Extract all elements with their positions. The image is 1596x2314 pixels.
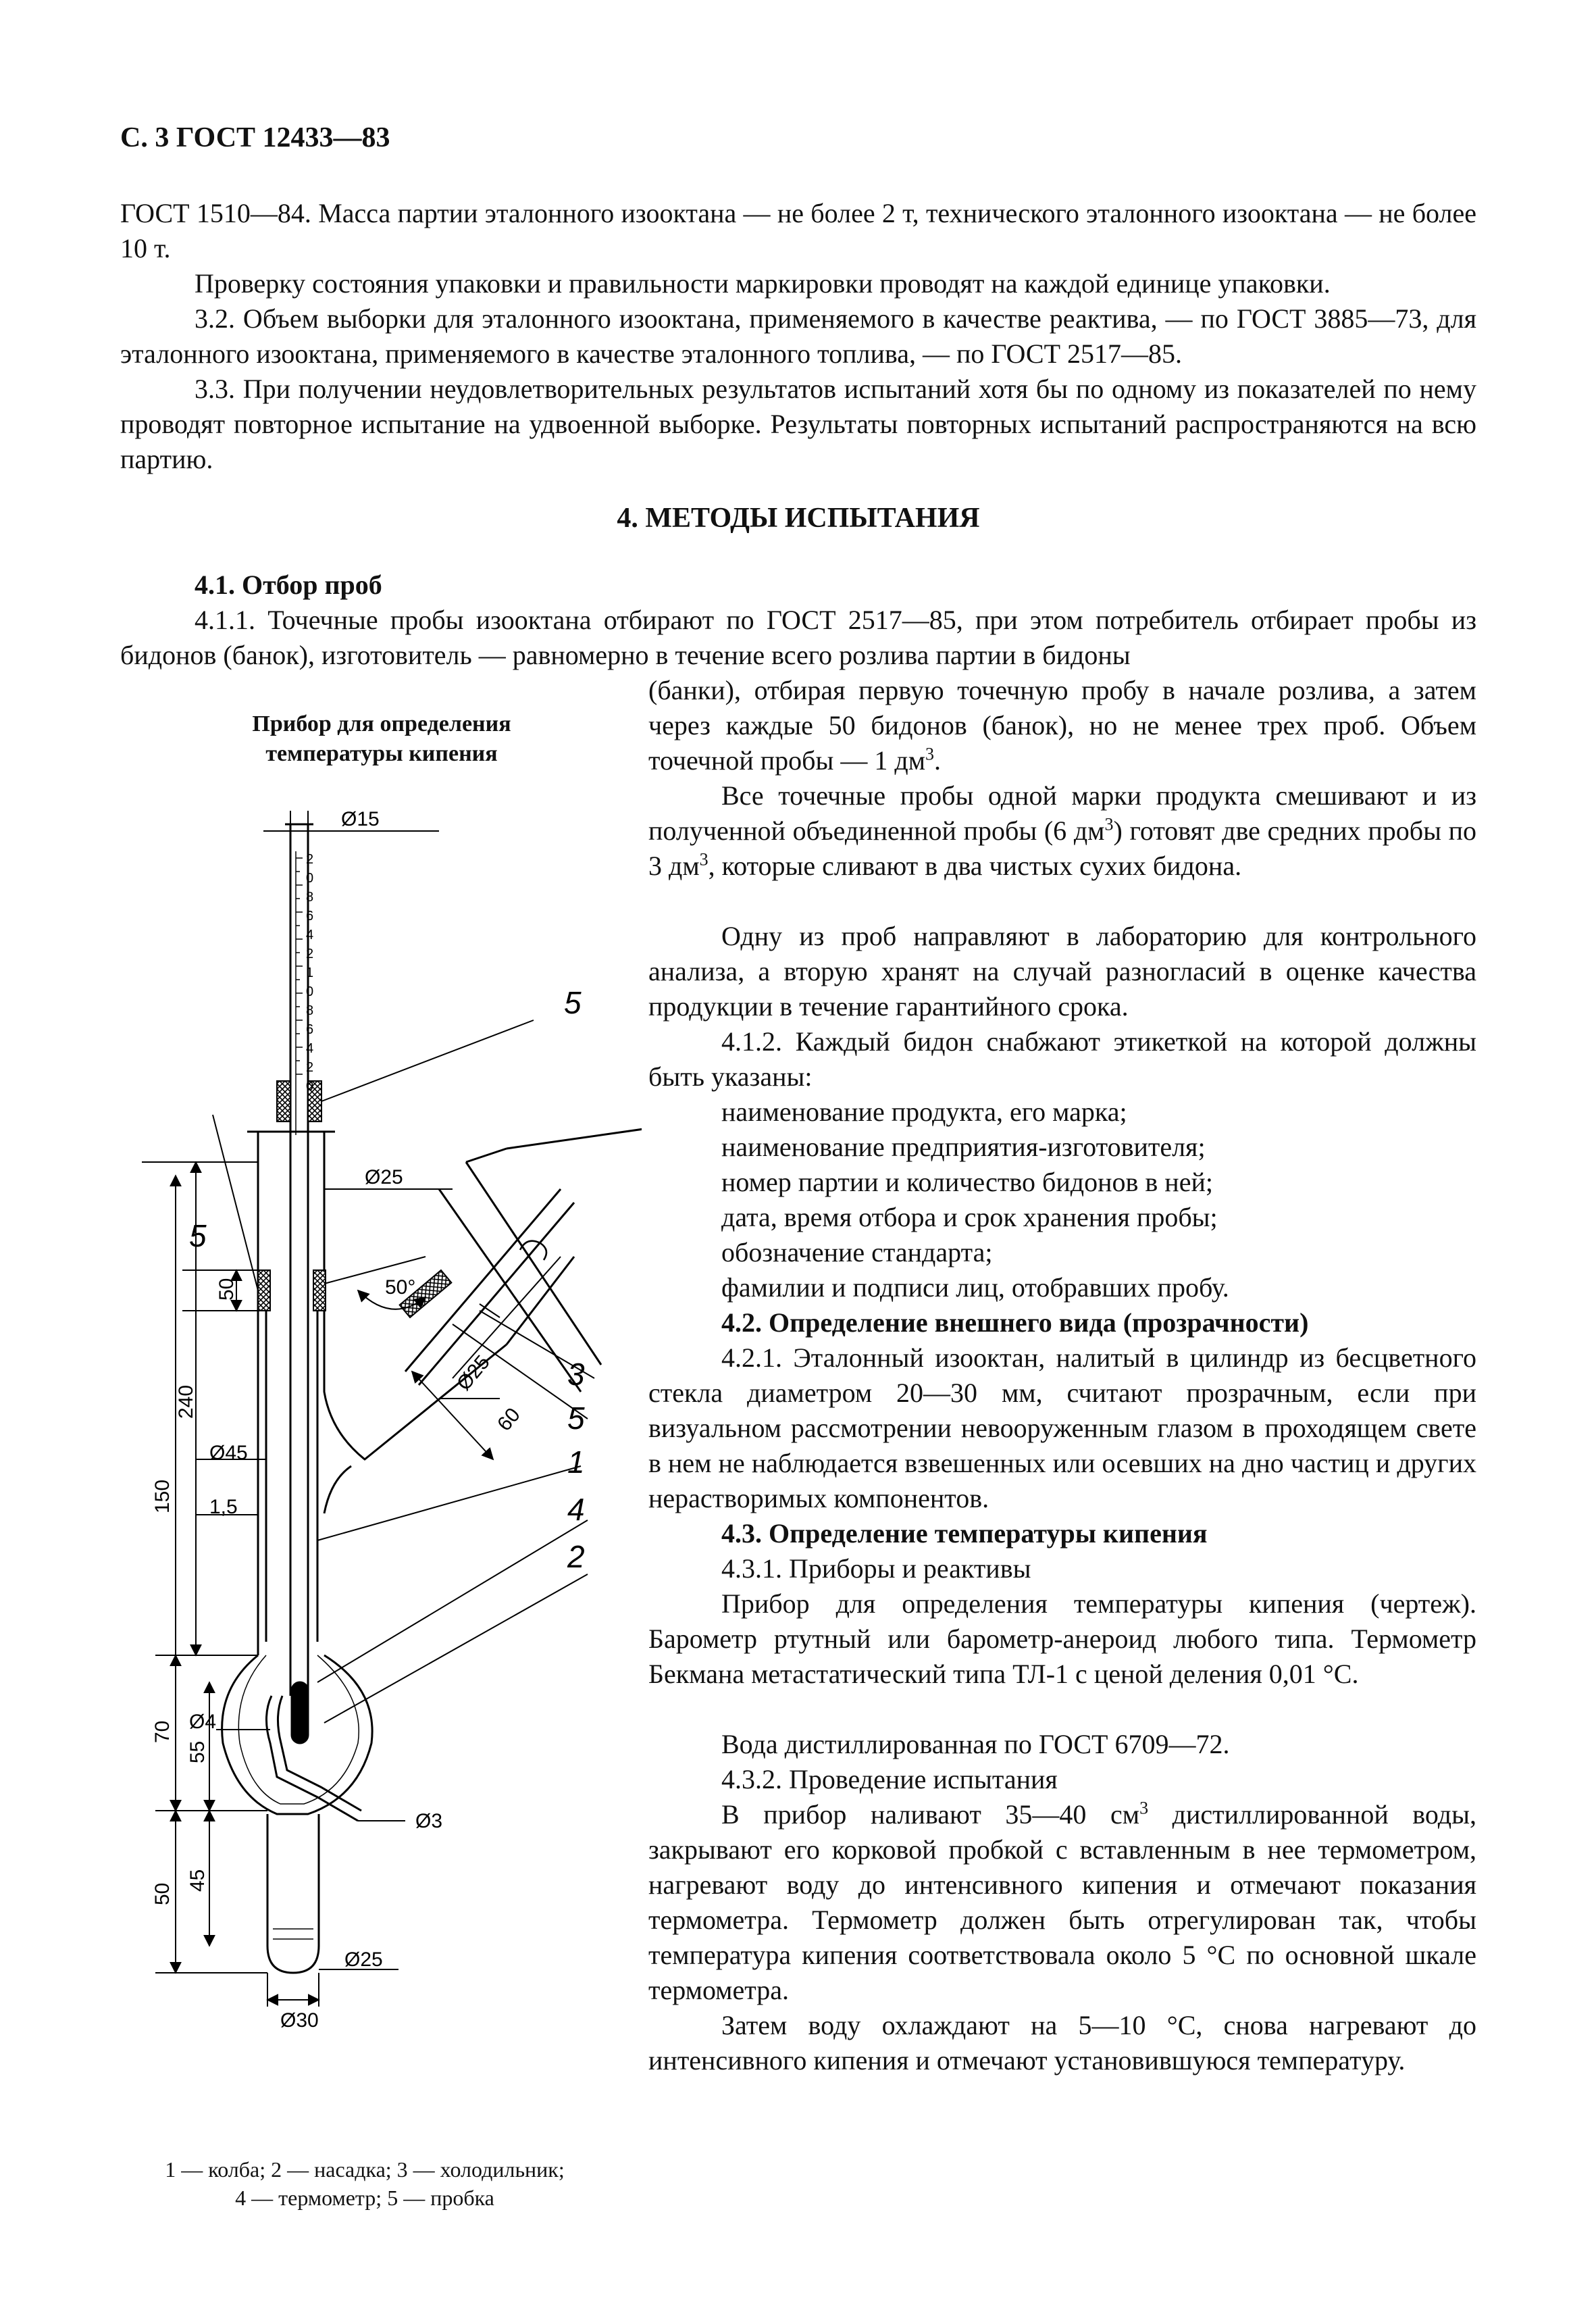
stopper-mid-left bbox=[258, 1270, 270, 1311]
lower-tube-bottom bbox=[267, 1946, 319, 1973]
paragraph-lab: Одну из проб направляют в лабораторию для контрольного анализа, а вторую хранят на случай разногласий в оценке качества продукции в течение гарантийного срока. bbox=[648, 921, 1476, 1022]
leader-4 bbox=[317, 1520, 588, 1682]
dim-50-bottom: 50 bbox=[151, 1882, 174, 1905]
dim-d45: Ø45 bbox=[209, 1442, 248, 1464]
leader-5-left bbox=[213, 1115, 258, 1290]
page-header: С. 3 ГОСТ 12433—83 bbox=[120, 122, 390, 153]
list-item: дата, время отбора и срок хранения пробы; bbox=[721, 1202, 1218, 1232]
scale-digit: 4 bbox=[306, 928, 314, 942]
leader-1 bbox=[317, 1466, 581, 1540]
section-title: 4. МЕТОДЫ ИСПЫТАНИЯ bbox=[617, 503, 980, 534]
superscript-3: 3 bbox=[1139, 1798, 1149, 1818]
paragraph-4-3-2: 4.3.2. Проведение испытания bbox=[721, 1764, 1058, 1794]
dim-50-stopper: 50 bbox=[215, 1278, 238, 1301]
leader-5-top bbox=[321, 1020, 534, 1101]
callout-5-left: 5 bbox=[189, 1218, 207, 1253]
paragraph-4-2-1: 4.2.1. Эталонный изооктан, налитый в цилиндр из бесцветного стекла диаметром 20—30 мм, считают прозрачным, если при визуальном рассмотрении невооруженным глазом в проходящем свете в нем не наблюдается взвешенных или осевших на дно частиц и других нерастворимых компонентов. bbox=[648, 1342, 1476, 1513]
paragraph-cooling: Затем воду охлаждают на 5—10 °С, снова нагревают до интенсивного кипения и отмечают установившуюся температуру. bbox=[648, 2010, 1476, 2076]
scale-digit: 1 bbox=[306, 965, 314, 980]
paragraph-4-1-1-cont bbox=[648, 673, 1476, 778]
dim-d3: Ø3 bbox=[415, 1810, 443, 1832]
thermometer-bulb bbox=[292, 1682, 308, 1743]
label-items-list bbox=[721, 1095, 1476, 1305]
thermometer-scale bbox=[296, 858, 303, 1074]
paragraph-3-3: 3.3. При получении неудовлетворительных результатов испытаний хотя бы по одному из показателей по нему проводят повторное испытание на удвоенной выборке. Результаты повторных испытаний распространяются на всю партию. bbox=[120, 374, 1476, 474]
dim-45: 45 bbox=[186, 1869, 209, 1892]
paragraph-mixing-b: ) готовят две средних пробы по 3 дм bbox=[648, 815, 1476, 881]
dim-240: 240 bbox=[175, 1384, 197, 1419]
scale-digit: 6 bbox=[306, 1022, 314, 1037]
figure-caption bbox=[108, 2155, 621, 2212]
list-item: фамилии и подписи лиц, отобравших пробу. bbox=[721, 1272, 1229, 1303]
condenser-edge bbox=[466, 1162, 601, 1365]
stopper-mid-right bbox=[313, 1270, 326, 1311]
scale-digit: 2 bbox=[306, 947, 314, 961]
dim-d25-bottom: Ø25 bbox=[344, 1948, 383, 1971]
scale-digit: 2 bbox=[306, 1060, 314, 1075]
subsection-4-2: 4.2. Определение внешнего вида (прозрачности) bbox=[721, 1307, 1309, 1338]
nozzle bbox=[266, 1696, 358, 1821]
dim-d25-side: Ø25 bbox=[453, 1351, 494, 1395]
callout-5-top: 5 bbox=[564, 985, 582, 1020]
paragraph-4-1-1: 4.1.1. Точечные пробы изооктана отбирают по ГОСТ 2517—85, при этом потребитель отбирает пробы из бидонов (банок), изготовитель — равномерно в течение всего розлива партии в бидоны bbox=[120, 605, 1476, 670]
list-item: номер партии и количество бидонов в ней; bbox=[721, 1167, 1213, 1197]
paragraph-packaging-check: Проверку состояния упаковки и правильности маркировки проводят на каждой единице упаковки. bbox=[195, 268, 1331, 299]
scale-digit: 6 bbox=[306, 909, 314, 924]
superscript-3: 3 bbox=[699, 849, 709, 870]
figure-title-line-2: температуры кипения bbox=[265, 741, 498, 766]
dim-d15: Ø15 bbox=[341, 808, 380, 830]
callout-3: 3 bbox=[567, 1357, 585, 1392]
figure-caption-line-1: 1 — колба; 2 — насадка; 3 — холодильник; bbox=[165, 2157, 565, 2182]
scale-digit: 0 bbox=[306, 984, 314, 999]
dim-d25-top: Ø25 bbox=[365, 1166, 403, 1188]
paragraph-pour bbox=[648, 1797, 1476, 2008]
scale-digit: 4 bbox=[306, 1041, 314, 1056]
paragraph-4-1-2: 4.1.2. Каждый бидон снабжают этикеткой на которой должны быть указаны: bbox=[648, 1026, 1476, 1092]
list-item: наименование продукта, его марка; bbox=[721, 1097, 1127, 1127]
paragraph-device: Прибор для определения температуры кипения (чертеж). Барометр ртутный или барометр-анероид любого типа. Термометр Бекмана метастатический типа ТЛ-1 с ценой деления 0,01 °С. bbox=[648, 1588, 1476, 1689]
paragraph-pour-b: дистиллированной воды, закрывают его корковой пробкой с вставленным в нее термометром, нагревают воду до интенсивного кипения и отмечают показания термометра. Термометр должен быть отрегулирован так, чтобы температура кипения соответствовала около 5 °С по основной шкале термометра. bbox=[648, 1799, 1476, 2005]
period: . bbox=[934, 745, 942, 776]
scale-digit: 0 bbox=[306, 871, 314, 886]
scale-digit: 8 bbox=[306, 890, 314, 905]
scale-digit: 0 bbox=[306, 1079, 314, 1094]
callout-4: 4 bbox=[567, 1492, 585, 1527]
paragraph-batch-mass: ГОСТ 1510—84. Масса партии эталонного изооктана — не более 2 т, технического эталонного изооктана — не более 10 т. bbox=[120, 198, 1476, 263]
paragraph-pour-a: В прибор наливают 35—40 см bbox=[721, 1799, 1140, 1830]
dim-55: 55 bbox=[186, 1740, 209, 1763]
callout-1: 1 bbox=[567, 1444, 585, 1480]
subsection-4-3: 4.3. Определение температуры кипения bbox=[721, 1518, 1208, 1549]
callout-2: 2 bbox=[567, 1539, 585, 1574]
boiling-point-apparatus-drawing bbox=[101, 784, 642, 2148]
paragraph-mixing-a: Все точечные пробы одной марки продукта смешивают и из полученной объединенной пробы (6 дм bbox=[648, 780, 1476, 846]
list-item: обозначение стандарта; bbox=[721, 1237, 993, 1267]
figure-title-line-1: Прибор для определения bbox=[252, 711, 511, 736]
dim-1-5: 1,5 bbox=[209, 1496, 238, 1518]
dim-70: 70 bbox=[151, 1720, 174, 1743]
subsection-4-1: 4.1. Отбор проб bbox=[195, 570, 382, 600]
paragraph-3-2: 3.2. Объем выборки для эталонного изооктана, применяемого в качестве реактива, — по ГОСТ 3885—73, для эталонного изооктана, применяемого в качестве эталонного топлива, — по ГОСТ 2517—85. bbox=[120, 303, 1476, 369]
paragraph-4-3-1: 4.3.1. Приборы и реактивы bbox=[721, 1553, 1031, 1584]
dim-150: 150 bbox=[151, 1479, 174, 1513]
figure-caption-line-2: 4 — термометр; 5 — пробка bbox=[235, 2186, 494, 2210]
list-item: наименование предприятия-изготовителя; bbox=[721, 1132, 1206, 1162]
superscript-3: 3 bbox=[1104, 814, 1114, 834]
leader-2 bbox=[324, 1574, 588, 1723]
dim-60: 60 bbox=[493, 1403, 525, 1436]
paragraph-4-1-1-cont-text: (банки), отбирая первую точечную пробу в начале розлива, а затем через каждые 50 бидонов (банок), но не менее трех проб. Объем точечной пробы — 1 дм bbox=[648, 675, 1476, 776]
paragraph-mixing-c: , которые сливают в два чистых сухих бидона. bbox=[708, 851, 1242, 881]
dim-d30: Ø30 bbox=[280, 2009, 319, 2032]
dim-50deg: 50° bbox=[385, 1276, 416, 1299]
callout-5-side: 5 bbox=[567, 1401, 585, 1436]
dim-d4: Ø4 bbox=[189, 1711, 217, 1733]
scale-digit: 8 bbox=[306, 1003, 314, 1018]
paragraph-water: Вода дистиллированная по ГОСТ 6709—72. bbox=[721, 1729, 1230, 1759]
superscript-3: 3 bbox=[925, 744, 935, 764]
scale-digit: 2 bbox=[306, 852, 314, 867]
stopper-top-left bbox=[277, 1081, 290, 1122]
paragraph-mixing bbox=[648, 778, 1476, 884]
figure-title bbox=[169, 709, 594, 769]
